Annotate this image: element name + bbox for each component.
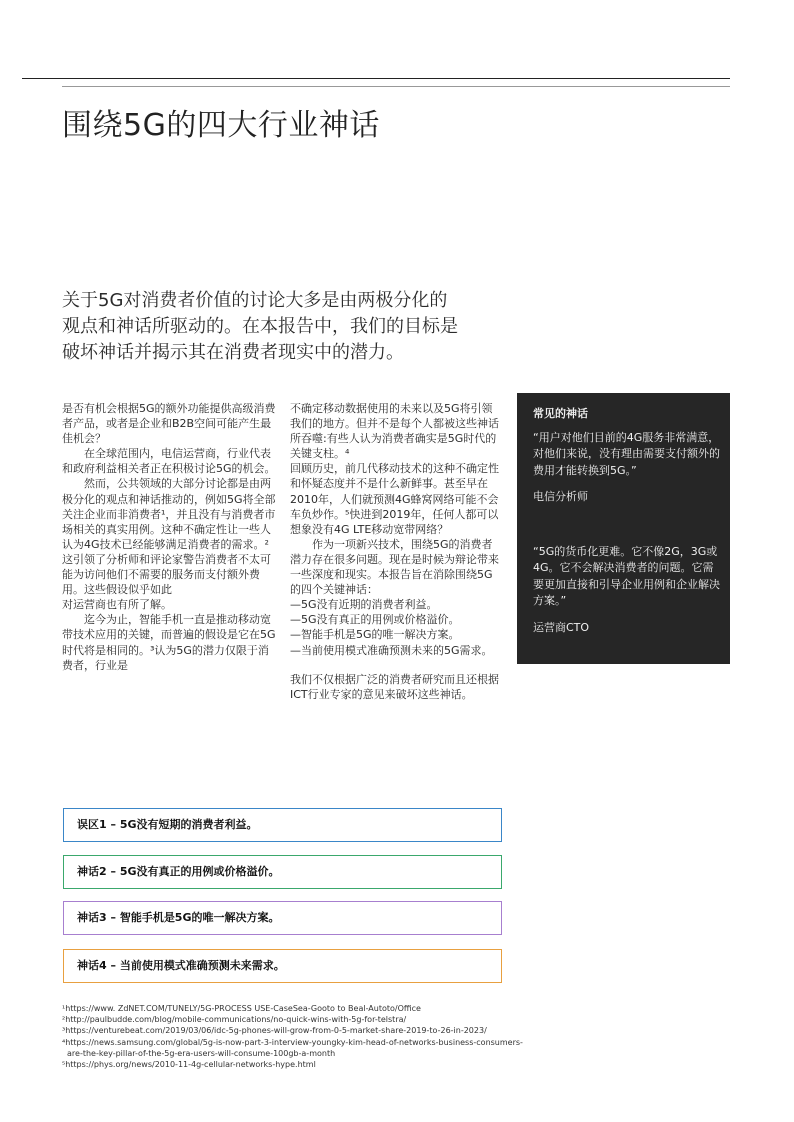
myth-box-2: 神话2 – 5G没有真正的用例或价格溢价。	[63, 855, 502, 889]
sidebar-quote-source: 电信分析师	[533, 490, 588, 503]
sidebar-quote: “用户对他们目前的4G服务非常满意，对他们来说，没有理由需要支付额外的费用才能转换到5G。”	[533, 430, 720, 477]
footnote: ⁴https://news.samsung.com/global/5g-is-now-part-3-interview-youngky-kim-head-of-networks-business-consumers-	[62, 1037, 523, 1047]
body-paragraph: 迄今为止，智能手机一直是推动移动宽带技术应用的关键，而普遍的假设是它在5G时代将是相同的。³认为5G的潜力仅限于消费者，行业是	[62, 613, 276, 672]
footnote: ²http://paulbudde.com/blog/mobile-communications/no-quick-wins-with-5g-for-telstra/	[62, 1015, 407, 1025]
myth-list-item: —5G没有近期的消费者利益。	[290, 598, 438, 612]
myth-list-item: —当前使用模式准确预测未来的5G需求。	[290, 643, 493, 657]
myth-list-item: —5G没有真正的用例或价格溢价。	[290, 613, 460, 627]
sidebar-heading: 常见的神话	[533, 407, 588, 420]
body-column-right	[290, 401, 502, 702]
page-title: 围绕5G的四大行业神话	[62, 108, 380, 143]
body-paragraph: 我们不仅根据广泛的消费者研究而且还根据ICT行业专家的意见来破坏这些神话。	[290, 672, 499, 701]
body-paragraph: 作为一项新兴技术，围绕5G的消费者潜力存在很多问题。现在是时候为辩论带来一些深度和现实。本报告旨在消除围绕5G的四个关键神话：	[290, 537, 499, 597]
lead-paragraph: 关于5G对消费者价值的讨论大多是由两极分化的观点和神话所驱动的。在本报告中，我们的目标是破坏神话并揭示其在消费者现实中的潜力。	[62, 290, 458, 363]
myth-box-1: 误区1 – 5G没有短期的消费者利益。	[63, 808, 502, 842]
body-paragraph: 然而，公共领域的大部分讨论都是由两极分化的观点和神话推动的，例如5G将全部关注企业而非消费者¹，并且没有与消费者市场相关的真实用例。这种不确定性让一些人认为4G技术已经能够满足消费者的需求。²这引领了分析师和评论家警告消费者不太可能为访问他们不需要的服务而支付额外费用。这些假设似乎如此	[62, 477, 276, 597]
sub-rule	[62, 86, 730, 87]
body-paragraph: 不确定移动数据使用的未来以及5G将引领我们的地方。但并不是每个人都被这些神话所吞噬:有些人认为消费者确实是5G时代的关键支柱。⁴	[290, 402, 499, 461]
sidebar-quote-source: 运营商CTO	[533, 620, 590, 634]
sidebar-quote: “5G的货币化更难。它不像2G，3G或4G。它不会解决消费者的问题。它需要更加直接和引导企业用例和企业解决方案。”	[533, 544, 720, 607]
spacer	[290, 658, 502, 672]
body-paragraph: 回顾历史，前几代移动技术的这种不确定性和怀疑态度并不是什么新鲜事。甚至早在2010年，人们就预测4G蜂窝网络可能不会车负炒作。⁵快进到2019年，任何人都可以想象没有4G LTE移动宽带网络？	[290, 462, 499, 536]
footnote: ³https://venturebeat.com/2019/03/06/idc-5g-phones-will-grow-from-0-5-market-share-2019-to-26-in-2023/	[62, 1026, 487, 1036]
top-rule	[22, 78, 730, 79]
common-myths-sidebar	[517, 393, 730, 664]
body-paragraph: 是否有机会根据5G的额外功能提供高级消费者产品，或者是企业和B2B空间可能产生最佳机会？	[62, 402, 276, 446]
myth-list-item: —智能手机是5G的唯一解决方案。	[290, 628, 460, 642]
myth-box-3: 神话3 – 智能手机是5G的唯一解决方案。	[63, 901, 502, 935]
body-paragraph: 在全球范围内，电信运营商，行业代表和政府利益相关者正在积极讨论5G的机会。	[62, 447, 276, 476]
myth-box-4: 神话4 – 当前使用模式准确预测未来需求。	[63, 949, 502, 983]
footnotes	[62, 1003, 562, 1070]
footnote: ¹https://www. ZdNET.COM/TUNELY/5G-PROCESS USE-CaseSea-Gooto to Beal-Autoto/Office	[62, 1004, 421, 1013]
body-column-left	[62, 401, 278, 673]
footnote: are-the-key-pillar-of-the-5g-era-users-will-consume-100gb-a-month	[67, 1048, 336, 1058]
body-paragraph: 对运营商也有所了解。	[62, 598, 172, 612]
footnote: ⁵https://phys.org/news/2010-11-4g-cellular-networks-hype.html	[62, 1060, 316, 1070]
